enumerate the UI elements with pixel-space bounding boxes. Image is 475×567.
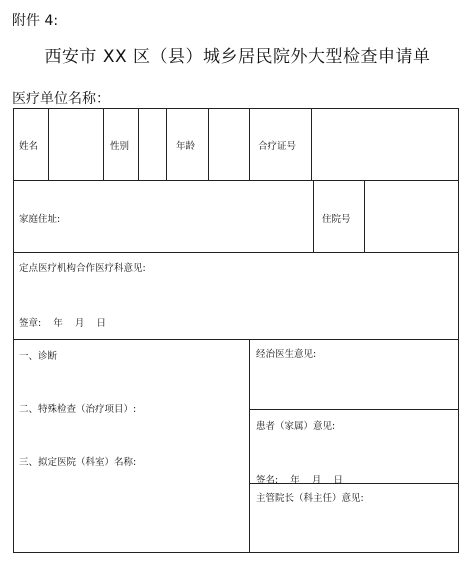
home-address-field[interactable] <box>80 181 312 251</box>
row1-divider <box>103 108 104 181</box>
medical-dept-sign-date: 签章: 年 月 日 <box>19 318 106 329</box>
proposed-hospital-label: 三、拟定医院（科室）名称: <box>19 457 137 468</box>
coop-card-label: 合疗证号 <box>258 141 297 152</box>
age-field[interactable] <box>209 109 248 179</box>
home-address-label: 家庭住址: <box>19 214 61 225</box>
attachment-label: 附件 4: <box>12 13 59 29</box>
table-border-right <box>458 108 459 553</box>
coop-card-field[interactable] <box>312 109 457 179</box>
diagnosis-label: 一、诊断 <box>19 351 58 362</box>
table-line-row3 <box>13 339 459 340</box>
table-border-bottom <box>13 552 459 553</box>
director-opinion-label: 主管院长（科主任）意见: <box>256 493 364 504</box>
document-title: 西安市 XX 区（县）城乡居民院外大型检查申请单 <box>44 47 431 67</box>
hospital-number-label: 住院号 <box>322 214 351 225</box>
medical-dept-opinion-label: 定点医疗机构合作医疗科意见: <box>19 263 146 274</box>
table-line-right-1 <box>249 409 459 410</box>
patient-sign-date: 签名: 年 月 日 <box>256 475 343 486</box>
age-label: 年龄 <box>176 141 196 152</box>
name-field[interactable] <box>49 109 102 179</box>
patient-opinion-label: 患者（家属）意见: <box>256 421 336 432</box>
name-label: 姓名 <box>19 141 39 152</box>
attending-doctor-opinion-label: 经治医生意见: <box>256 349 317 360</box>
row2-divider <box>313 180 314 253</box>
row1-divider <box>249 108 250 181</box>
medical-unit-label: 医疗单位名称： <box>12 91 110 107</box>
gender-field[interactable] <box>139 109 165 179</box>
special-exam-label: 二、特殊检查（治疗项目）: <box>19 404 137 415</box>
hospital-number-field[interactable] <box>365 181 457 251</box>
table-border-left <box>13 108 14 553</box>
gender-label: 性别 <box>110 141 130 152</box>
table-line-row2 <box>13 252 459 253</box>
lower-section-divider <box>249 339 250 553</box>
row1-divider <box>166 108 167 181</box>
